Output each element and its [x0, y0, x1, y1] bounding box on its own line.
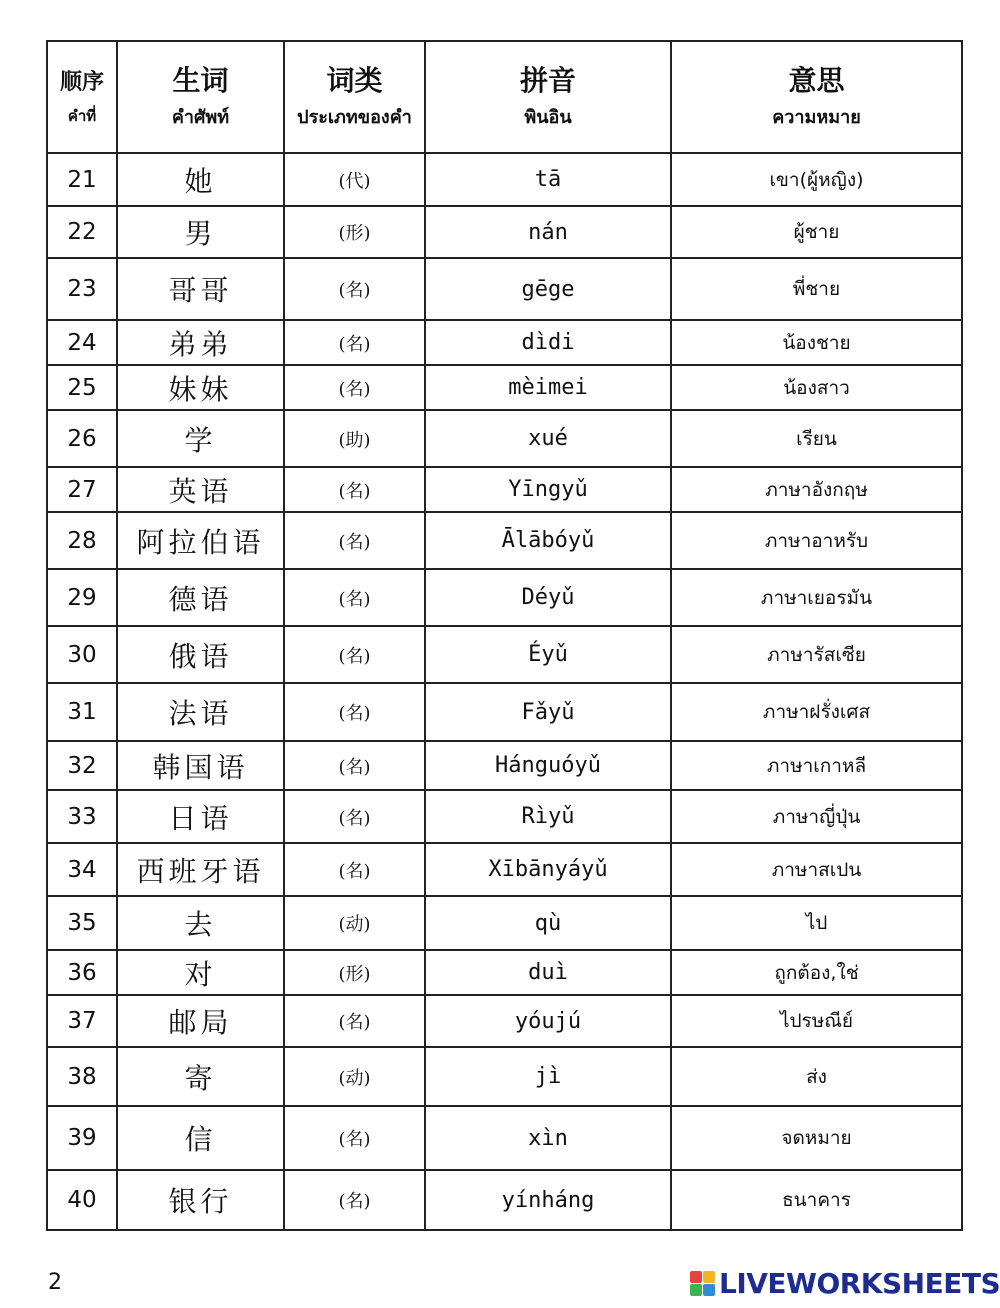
- cell-pinyin: Yīngyǔ: [425, 467, 671, 512]
- cell-pinyin: nán: [425, 206, 671, 258]
- cell-pos: (名): [284, 320, 425, 365]
- table-row: [47, 569, 962, 626]
- table-row: [47, 741, 962, 790]
- header-meaning-th: ความหมาย: [772, 106, 861, 128]
- table-row: [47, 153, 962, 206]
- logo-square-green: [690, 1284, 702, 1296]
- cell-pos: (形): [284, 206, 425, 258]
- table-row: [47, 950, 962, 995]
- cell-word: 法语: [117, 683, 284, 741]
- cell-word: 日语: [117, 790, 284, 843]
- cell-pinyin: yóujú: [425, 995, 671, 1047]
- cell-no: 29: [47, 569, 117, 626]
- cell-pinyin: yínháng: [425, 1170, 671, 1230]
- cell-pinyin: qù: [425, 896, 671, 950]
- cell-pinyin: jì: [425, 1047, 671, 1106]
- cell-word: 阿拉伯语: [117, 512, 284, 569]
- vocabulary-table: [46, 40, 963, 1231]
- logo-square-blue: [703, 1284, 715, 1296]
- table-row: [47, 1047, 962, 1106]
- brand-logo-icon: [690, 1271, 715, 1296]
- cell-no: 23: [47, 258, 117, 320]
- logo-square-yellow: [703, 1271, 715, 1283]
- cell-no: 26: [47, 410, 117, 467]
- cell-pos: (名): [284, 790, 425, 843]
- cell-no: 28: [47, 512, 117, 569]
- table-row: [47, 320, 962, 365]
- cell-meaning: จดหมาย: [671, 1106, 962, 1170]
- cell-no: 31: [47, 683, 117, 741]
- cell-no: 40: [47, 1170, 117, 1230]
- cell-pos: (动): [284, 1047, 425, 1106]
- cell-no: 24: [47, 320, 117, 365]
- cell-pinyin: Xībānyáyǔ: [425, 843, 671, 896]
- cell-word: 德语: [117, 569, 284, 626]
- cell-no: 39: [47, 1106, 117, 1170]
- cell-meaning: น้องชาย: [671, 320, 962, 365]
- cell-no: 32: [47, 741, 117, 790]
- liveworksheets-logo: [690, 1266, 1000, 1300]
- cell-word: 学: [117, 410, 284, 467]
- header-order: [47, 41, 117, 153]
- cell-meaning: ภาษาญี่ปุ่น: [671, 790, 962, 843]
- cell-no: 36: [47, 950, 117, 995]
- header-word: [117, 41, 284, 153]
- cell-no: 38: [47, 1047, 117, 1106]
- cell-pos: (形): [284, 950, 425, 995]
- cell-pos: (名): [284, 995, 425, 1047]
- header-order-th: คำที่: [67, 107, 97, 125]
- cell-pos: (名): [284, 843, 425, 896]
- cell-meaning: ธนาคาร: [671, 1170, 962, 1230]
- cell-meaning: ไป: [671, 896, 962, 950]
- table-row: [47, 410, 962, 467]
- cell-no: 33: [47, 790, 117, 843]
- cell-no: 30: [47, 626, 117, 683]
- cell-no: 35: [47, 896, 117, 950]
- cell-pos: (名): [284, 569, 425, 626]
- table-row: [47, 1170, 962, 1230]
- cell-pos: (名): [284, 683, 425, 741]
- cell-pinyin: Ālābóyǔ: [425, 512, 671, 569]
- header-pos-cn: 词类: [326, 63, 383, 97]
- table-row: [47, 896, 962, 950]
- cell-no: 37: [47, 995, 117, 1047]
- cell-meaning: ส่ง: [671, 1047, 962, 1106]
- cell-pos: (名): [284, 626, 425, 683]
- cell-word: 妹妹: [117, 365, 284, 410]
- cell-no: 27: [47, 467, 117, 512]
- table-row: [47, 258, 962, 320]
- table-body: [47, 153, 962, 1230]
- cell-pos: (名): [284, 741, 425, 790]
- cell-word: 英语: [117, 467, 284, 512]
- cell-pinyin: Rìyǔ: [425, 790, 671, 843]
- cell-no: 22: [47, 206, 117, 258]
- cell-meaning: ถูกต้อง,ใช่: [671, 950, 962, 995]
- cell-pos: (助): [284, 410, 425, 467]
- header-order-cn: 顺序: [59, 70, 104, 95]
- table-row: [47, 365, 962, 410]
- cell-pos: (名): [284, 365, 425, 410]
- cell-word: 弟弟: [117, 320, 284, 365]
- brand-name: LIVEWORKSHEETS: [719, 1266, 1000, 1300]
- table-row: [47, 626, 962, 683]
- cell-word: 银行: [117, 1170, 284, 1230]
- cell-meaning: ภาษาเกาหลี: [671, 741, 962, 790]
- cell-word: 韩国语: [117, 741, 284, 790]
- cell-meaning: ผู้ชาย: [671, 206, 962, 258]
- cell-word: 男: [117, 206, 284, 258]
- cell-pinyin: tā: [425, 153, 671, 206]
- table-row: [47, 683, 962, 741]
- table-row: [47, 1106, 962, 1170]
- cell-word: 信: [117, 1106, 284, 1170]
- table-row: [47, 790, 962, 843]
- cell-meaning: ไปรษณีย์: [671, 995, 962, 1047]
- cell-pinyin: Déyǔ: [425, 569, 671, 626]
- header-pos: [284, 41, 425, 153]
- cell-no: 25: [47, 365, 117, 410]
- cell-pinyin: gēge: [425, 258, 671, 320]
- cell-pinyin: xué: [425, 410, 671, 467]
- cell-word: 俄语: [117, 626, 284, 683]
- cell-pinyin: dìdi: [425, 320, 671, 365]
- cell-meaning: ภาษาสเปน: [671, 843, 962, 896]
- cell-pos: (名): [284, 258, 425, 320]
- cell-word: 哥哥: [117, 258, 284, 320]
- cell-pinyin: xìn: [425, 1106, 671, 1170]
- header-word-th: คำศัพท์: [171, 106, 230, 128]
- cell-pos: (代): [284, 153, 425, 206]
- cell-word: 对: [117, 950, 284, 995]
- table-row: [47, 512, 962, 569]
- cell-word: 她: [117, 153, 284, 206]
- cell-meaning: ภาษาเยอรมัน: [671, 569, 962, 626]
- cell-meaning: น้องสาว: [671, 365, 962, 410]
- cell-pinyin: mèimei: [425, 365, 671, 410]
- table-row: [47, 995, 962, 1047]
- table-row: [47, 206, 962, 258]
- cell-no: 34: [47, 843, 117, 896]
- cell-word: 西班牙语: [117, 843, 284, 896]
- cell-pos: (动): [284, 896, 425, 950]
- cell-meaning: ภาษารัสเซีย: [671, 626, 962, 683]
- page-number: 2: [48, 1270, 62, 1295]
- cell-pinyin: Éyǔ: [425, 626, 671, 683]
- cell-meaning: พี่ชาย: [671, 258, 962, 320]
- header-pinyin: [425, 41, 671, 153]
- cell-pos: (名): [284, 512, 425, 569]
- cell-pos: (名): [284, 467, 425, 512]
- table-header-row: [47, 41, 962, 153]
- cell-meaning: ภาษาอังกฤษ: [671, 467, 962, 512]
- cell-pinyin: duì: [425, 950, 671, 995]
- logo-square-red: [690, 1271, 702, 1283]
- cell-pos: (名): [284, 1106, 425, 1170]
- cell-word: 邮局: [117, 995, 284, 1047]
- cell-meaning: ภาษาอาหรับ: [671, 512, 962, 569]
- header-pos-th: ประเภทของคำ: [297, 106, 412, 128]
- header-pinyin-cn: 拼音: [519, 63, 576, 97]
- header-meaning-cn: 意思: [788, 63, 845, 97]
- cell-word: 去: [117, 896, 284, 950]
- cell-pos: (名): [284, 1170, 425, 1230]
- cell-meaning: เรียน: [671, 410, 962, 467]
- cell-meaning: เขา(ผู้หญิง): [671, 153, 962, 206]
- table-row: [47, 467, 962, 512]
- table-row: [47, 843, 962, 896]
- cell-pinyin: Fǎyǔ: [425, 683, 671, 741]
- cell-pinyin: Hánguóyǔ: [425, 741, 671, 790]
- cell-no: 21: [47, 153, 117, 206]
- cell-meaning: ภาษาฝรั่งเศส: [671, 683, 962, 741]
- header-pinyin-th: พินอิน: [524, 106, 572, 128]
- cell-word: 寄: [117, 1047, 284, 1106]
- header-meaning: [671, 41, 962, 153]
- header-word-cn: 生词: [172, 63, 229, 97]
